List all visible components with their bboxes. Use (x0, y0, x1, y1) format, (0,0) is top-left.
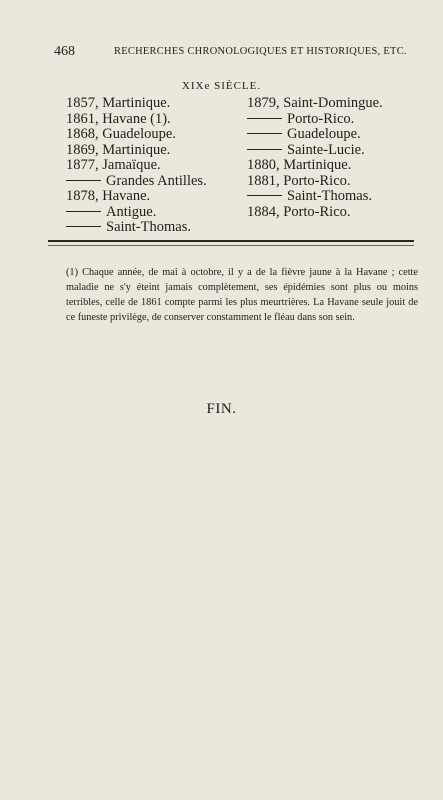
chronology-entry (66, 143, 246, 159)
entry-place: Havane (1). (102, 110, 171, 127)
entry-year: 1861, (66, 110, 99, 127)
ditto-dash (247, 118, 282, 119)
entry-place: Porto-Rico. (283, 172, 351, 189)
entry-place: Porto-Rico. (287, 110, 355, 127)
chronology-entry (66, 189, 246, 205)
entry-place: Grandes Antilles. (106, 172, 207, 189)
footnote: (1) Chaque année, de mai à octobre, il y a de la fièvre jaune à la Havane ; cette maladie ne s'y éteint jamais complètement, ses épidémies sont plus ou moins terribles, celle de 1861 compte parmi les plus meurtrières. La Havane seule jouit de ce funeste privilège, de conserver constamment le fléau dans son sein. (66, 267, 418, 323)
entry-place: Martinique. (102, 141, 171, 158)
chronology-entry (66, 158, 246, 174)
chronology-entry (247, 143, 417, 159)
entry-year: 1877, (66, 157, 99, 173)
chronology-entry (247, 158, 417, 174)
entry-place: Havane. (102, 188, 151, 204)
entry-place: Sainte-Lucie. (287, 141, 365, 158)
entry-place: Martinique. (102, 95, 171, 111)
chronology-entry (66, 112, 246, 128)
entry-place: Guadeloupe. (102, 126, 176, 142)
chronology-entry (66, 174, 246, 190)
chronology-entry (247, 112, 417, 128)
chronology-entry (247, 189, 417, 205)
section-divider (48, 240, 414, 242)
ditto-dash (247, 149, 282, 150)
page-header (54, 42, 407, 62)
running-title: RECHERCHES CHRONOLOGIQUES ET HISTORIQUES, ETC. (114, 46, 407, 57)
right-chronology-column (247, 96, 417, 220)
entry-place: Porto-Rico. (283, 203, 351, 220)
entry-place: Jamaïque. (102, 157, 161, 173)
ditto-dash (66, 180, 101, 181)
chronology-entry (247, 205, 417, 221)
entry-place: Martinique. (283, 157, 352, 173)
ditto-dash (247, 195, 282, 196)
entry-place: Saint-Domingue. (283, 95, 383, 111)
chronology-entry (247, 174, 417, 190)
entry-place: Antigue. (106, 203, 157, 220)
chronology-entry (247, 127, 417, 143)
left-chronology-column (66, 96, 246, 236)
section-divider-thin (48, 245, 414, 246)
ditto-dash (247, 133, 282, 134)
entry-year: 1880, (247, 157, 280, 173)
entry-year: 1878, (66, 188, 99, 204)
entry-year: 1879, (247, 95, 280, 111)
entry-year: 1884, (247, 203, 280, 220)
entry-year: 1857, (66, 95, 99, 111)
section-title: XIXe SIÈCLE. (181, 80, 262, 92)
chronology-entry (66, 205, 246, 221)
entry-year: 1868, (66, 126, 99, 142)
page-number: 468 (54, 44, 75, 59)
entry-place: Saint-Thomas. (287, 188, 372, 204)
ditto-dash (66, 226, 101, 227)
entry-year: 1881, (247, 172, 280, 189)
chronology-entry (66, 96, 246, 112)
ditto-dash (66, 211, 101, 212)
chronology-entry (247, 96, 417, 112)
chronology-entry (66, 220, 246, 236)
entry-place: Guadeloupe. (287, 126, 361, 142)
entry-year: 1869, (66, 141, 99, 158)
chronology-entry (66, 127, 246, 143)
end-text: FIN. (206, 401, 237, 417)
entry-place: Saint-Thomas. (106, 219, 191, 235)
